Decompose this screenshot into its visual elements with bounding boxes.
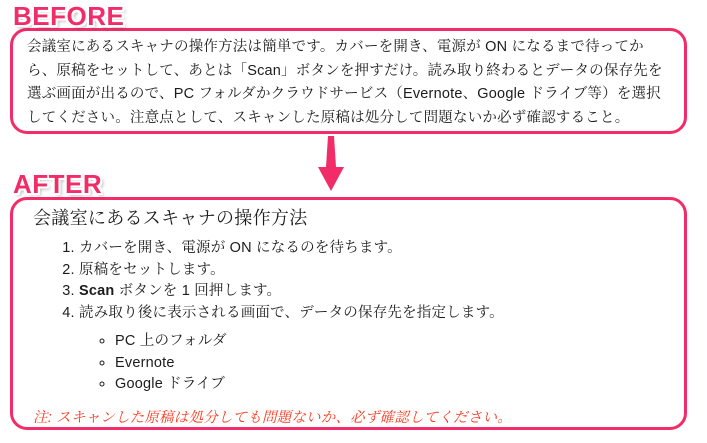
scan-keyword: Scan [79,283,115,299]
steps-list [27,238,670,396]
before-paragraph: 会議室にあるスキャナの操作方法は簡単です。カバーを開き、電源が ON になるまで待ってから、原稿をセットして、あとは「Scan」ボタンを押すだけ。読み取り終わるとデータの保存先を選ぶ画面が出るので、PC フォルダかクラウドサービス（Evernote、Google ドライブ等）を選択してください。注意点として、スキャンした原稿は処分して問題ないか必ず確認すること。 [27,39,663,126]
step-text: ボタンを 1 回押します。 [114,283,282,299]
step-text: カバーを開き、電源が ON になるのを待ちます。 [79,240,402,256]
note-text: 注: スキャンした原稿は処分しても問題ないか、必ず確認してください。 [33,409,512,426]
destination-item-evernote: ◦ Evernote [115,353,670,375]
step-item-2 [79,260,670,282]
step-text: 原稿をセットします。 [79,261,225,278]
before-box [10,28,687,134]
step-item-1 [79,238,670,260]
after-label: AFTER [13,169,103,199]
step-item-3 [79,281,670,303]
destinations-list [79,331,670,396]
before-label: BEFORE [13,1,125,31]
step-item-4 [79,303,670,396]
step-text: 読み取り後に表示される画面で、データの保存先を指定します。 [79,304,504,321]
down-arrow-icon [316,136,346,191]
destination-item-pc-folder: ◦ PC 上のフォルダ [115,331,670,353]
destination-item-google-drive: ◦ Google ドライブ [115,374,670,396]
after-heading: 会議室にあるスキャナの操作方法 [33,208,308,228]
after-box [10,197,687,430]
